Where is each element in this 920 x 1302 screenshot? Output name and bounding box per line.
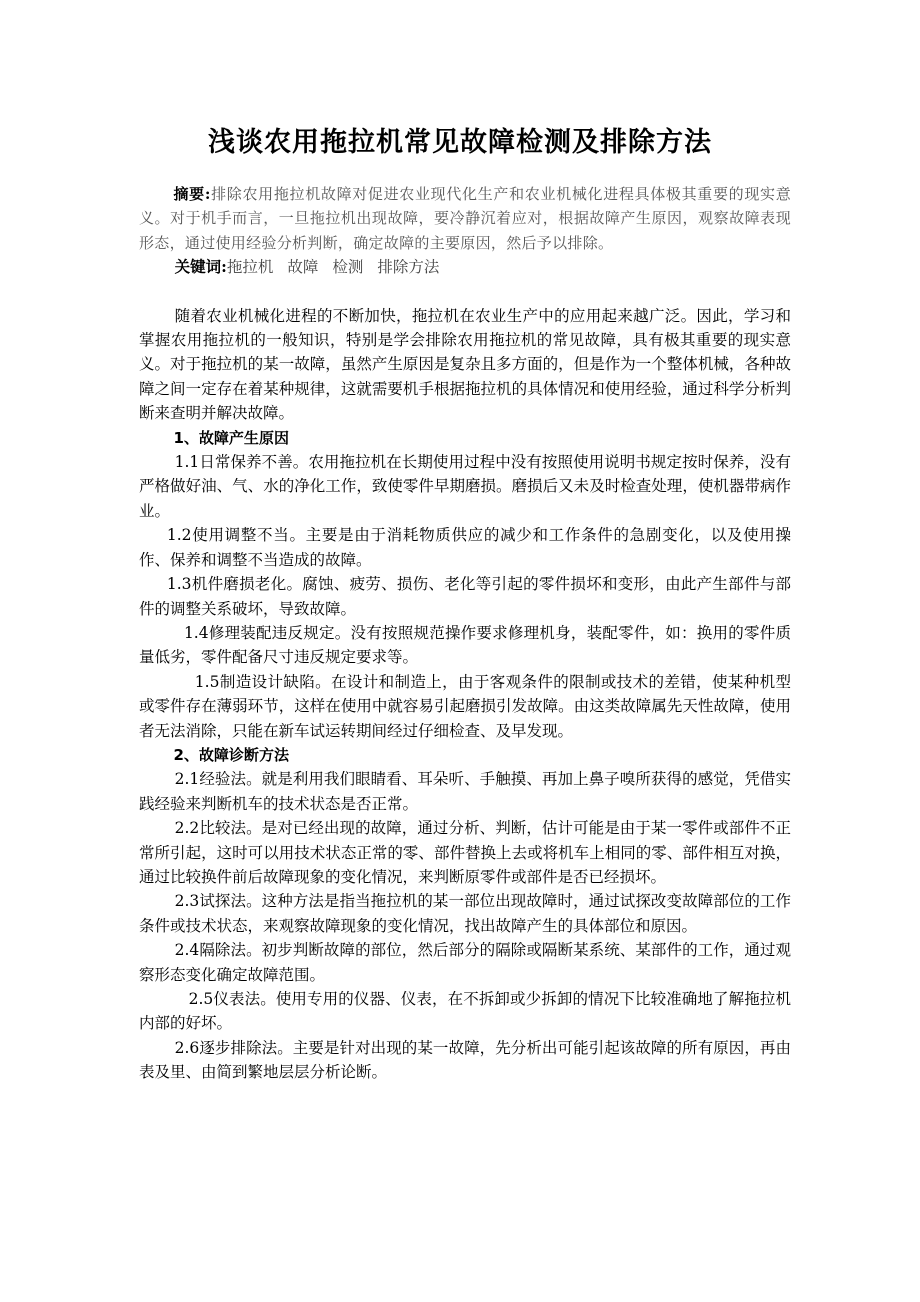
intro-paragraph: 随着农业机械化进程的不断加快，拖拉机在农业生产中的应用起来越广泛。因此，学习和掌握农用拖拉机的一般知识，特别是学会排除农用拖拉机的常见故障，具有极其重要的现实意义。对于拖拉机的某一故障，虽然产生原因是复杂且多方面的，但是作为一个整体机械，各种故障之间一定存在着某种规律，这就需要机手根据拖拉机的具体情况和使用经验，通过科学分析判断来查明并解决故障。 (139, 306, 791, 423)
keyword: 排除方法 (377, 258, 440, 277)
section-heading-2: 2、故障诊断方法 (173, 745, 289, 764)
section2-item: 2.6逐步排除法。主要是针对出现的某一故障，先分析出可能引起该故障的所有原因，再由表及里、由简到繁地层层分析论断。 (139, 1038, 791, 1082)
abstract-text: 排除农用拖拉机故障对促进农业现代化生产和农业机械化进程具体极其重要的现实意义。对于机手而言，一旦拖拉机出现故障，要冷静沉着应对，根据故障产生原因，观察故障表现形态，通过使用经验分析判断，确定故障的主要原因，然后予以排除。 (139, 185, 792, 252)
keyword: 拖拉机 (226, 258, 274, 277)
section2-item: 2.4隔除法。初步判断故障的部位，然后部分的隔除或隔断某系统、某部件的工作，通过观察形态变化确定故障范围。 (139, 941, 791, 984)
section2-item: 2.5仪表法。使用专用的仪器、仪表，在不拆卸或少拆卸的情况下比较准确地了解拖拉机内部的好坏。 (139, 990, 791, 1033)
keywords-line (139, 255, 791, 279)
document-title: 浅谈农用拖拉机常见故障检测及排除方法 (208, 127, 712, 158)
abstract-paragraph (139, 182, 791, 255)
document-body (139, 182, 791, 1085)
section1-item: 1.4修理装配违反规定。没有按照规范操作要求修理机身，装配零件，如：换用的零件质量低劣，零件配备尺寸违反规定要求等。 (139, 623, 791, 667)
section2-item: 2.2比较法。是对已经出现的故障，通过分析、判断，估计可能是由于某一零件或部件不正常所引起，这时可以用技术状态正常的零、部件替换上去或将机车上相同的零、部件相互对换，通过比较换件前后故障现象的变化情况，来判断原零件或部件是否已经损坏。 (139, 819, 791, 886)
abstract-label: 摘要: (173, 185, 211, 203)
section2-item: 2.3试探法。这种方法是指当拖拉机的某一部位出现故障时，通过试探改变故障部位的工作条件或技术状态，来观察故障现象的变化情况，找出故障产生的具体部位和原因。 (139, 892, 791, 935)
section1-item: 1.3机件磨损老化。腐蚀、疲劳、损伤、老化等引起的零件损坏和变形，由此产生部件与部件的调整关系破坏，导致故障。 (139, 575, 791, 618)
keywords-label: 关键词: (174, 257, 227, 277)
spacer (139, 280, 791, 304)
keyword: 检测 (332, 258, 364, 277)
section1-item: 1.1日常保养不善。农用拖拉机在长期使用过程中没有按照使用说明书规定按时保养，没有严格做好油、气、水的净化工作，致使零件早期磨损。磨损后又未及时检查处理，使机器带病作业。 (139, 453, 791, 520)
section-heading-1: 1、故障产生原因 (173, 428, 289, 447)
section1-item: 1.5制造设计缺陷。在设计和制造上，由于客观条件的限制或技术的差错，使某种机型或零件存在薄弱环节，这样在使用中就容易引起磨损引发故障。由这类故障属先天性故障，使用者无法消除，只能在新车试运转期间经过仔细检查、及早发现。 (139, 672, 791, 740)
section2-item: 2.1经验法。就是利用我们眼睛看、耳朵听、手触摸、再加上鼻子嗅所获得的感觉，凭借实践经验来判断机车的技术状态是否正常。 (139, 770, 791, 813)
section1-item: 1.2使用调整不当。主要是由于消耗物质供应的减少和工作条件的急剧变化，以及使用操作、保养和调整不当造成的故障。 (139, 526, 791, 569)
keyword: 故障 (287, 258, 319, 277)
